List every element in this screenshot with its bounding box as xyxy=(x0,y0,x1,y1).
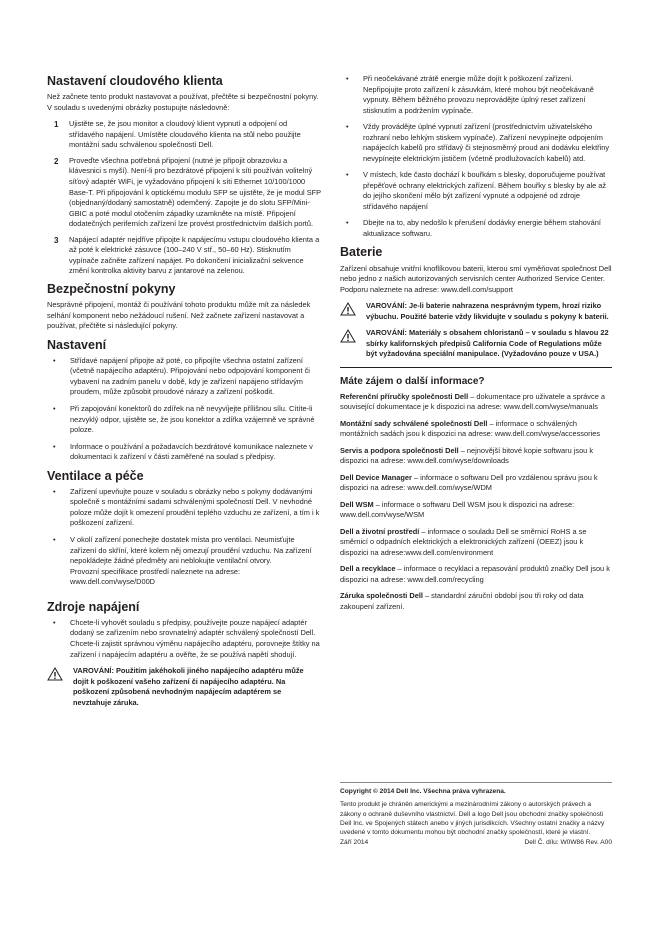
list-item xyxy=(47,487,321,529)
info-item xyxy=(340,446,612,467)
info-title: Dell a recyklace xyxy=(340,564,396,574)
spec-url: www.dell.com/wyse/D00D xyxy=(70,577,156,587)
right-column xyxy=(340,74,612,618)
warning-text: VAROVÁNÍ: Je-li baterie nahrazena nesprávným typem, hrozí riziko výbuchu. Použité baterie vždy likvidujte v souladu s pokyny k baterii. xyxy=(366,301,609,321)
battery-warning xyxy=(340,301,612,322)
list-item xyxy=(340,74,612,116)
divider xyxy=(340,367,612,368)
info-item xyxy=(340,392,612,413)
safety-text: Nesprávné připojení, montáž či používání tohoto produktu může mít za následek selhání komponent nebo nežádoucí rušení. Než začnete zařízení nastavovat a používat, přečtěte si následující pokyny. xyxy=(47,300,311,331)
warning-triangle-icon xyxy=(340,328,366,360)
step xyxy=(47,119,321,151)
spec-line: Provozní specifikace prostředí naleznete na adrese: xyxy=(70,566,241,576)
step-text: Napájecí adaptér nejdříve připojte k napájecímu vstupu cloudového klienta a až poté k elektrické zásuvce (100–240 V stř., 50–60 Hz). Stisknutím vypínače začněte zařízení napájet. Po dokončení inicializační sekvence změní kontrolka aktivity barvu z jantarové na zelenou. xyxy=(69,234,320,276)
battery-heading: Baterie xyxy=(340,245,383,260)
info-item xyxy=(340,500,612,521)
bullet-icon: • xyxy=(346,218,349,228)
info-title: Dell WSM xyxy=(340,499,374,509)
bullet-icon: • xyxy=(53,441,56,451)
copyright: Copyright © 2014 Dell Inc. Všechna práva vyhrazena. xyxy=(340,788,506,795)
list-item xyxy=(47,442,321,463)
list-item-text: V místech, kde často dochází k bouřkám s blesky, doporučujeme používat přepěťové ochrany elektrických zařízení. Během bouřky s blesky by ale až do jejího skončení mělo být zařízení vypnuté a odpojené od zdroje střídavého napájení xyxy=(363,170,607,211)
list-item xyxy=(47,404,321,436)
bullet-icon: • xyxy=(53,403,56,413)
info-text: – informace o softwaru Dell pro vzdálenou správu jsou k dispozici na adrese: www.dell.com/wyse/WDM xyxy=(340,472,598,493)
bullet-icon: • xyxy=(53,617,56,627)
bullet-icon: • xyxy=(346,122,349,132)
footer xyxy=(340,782,612,846)
list-item-text: V okolí zařízení ponechejte dostatek místa pro ventilaci. Neumisťujte zařízení do skříní, které kolem něj omezují proudění vzduchu. Na zařízení nepokládejte žádné předměty ani neblokujte ventilační otvory. xyxy=(70,535,312,566)
info-item xyxy=(340,591,612,612)
info-item xyxy=(340,473,612,494)
warning-triangle-icon xyxy=(47,666,73,708)
info-title: Dell a životní prostředí xyxy=(340,526,420,536)
bullet-icon: • xyxy=(346,74,349,83)
bullet-icon: • xyxy=(53,486,56,496)
list-item-text: Při zapojování konektorů do zdířek na ně nevyvíjejte přílišnou sílu. Cítíte-li nezvyklý odpor, ujistěte se, že jsou konektor a zdířka vzájemně ve správné poloze. xyxy=(70,403,315,435)
perchlorate-warning xyxy=(340,328,612,360)
date: Září 2014 xyxy=(340,838,369,846)
battery-text: Zařízení obsahuje vnitřní knoflíkovou baterii, kterou smí vyměňovat společnost Dell nebo jedno z našich autorizovaných servisních center Authorized Service Center. Podporu naleznete na adrese: www.dell.com/support xyxy=(340,263,612,294)
list-item xyxy=(340,218,612,239)
list-item-text: Zařízení upevňujte pouze v souladu s obrázky nebo s pokyny dodávanými společně s montážními sadami schválenými společností Dell. V nevhodné poloze může dojít k omezení proudění teplého vzduchu ze zařízení, a tím i k poškození zařízení. xyxy=(70,486,320,528)
step-text: Ujistěte se, že jsou monitor a cloudový klient vypnutí a odpojení od střídavého napájení. Umístěte cloudového klienta na stůl nebo použijte montážní sadu schválenou společností Dell. xyxy=(69,119,301,150)
info-text: – informace o souladu Dell se směrnicí RoHS a se směrnicí o odpadních elektrických a elektronických zařízení (OEEZ) jsou k dispozici na adrese:www.dell.com/environment xyxy=(340,526,587,557)
bullet-icon: • xyxy=(53,355,56,365)
setup-heading: Nastavení xyxy=(47,337,107,352)
list-item xyxy=(47,618,321,660)
part-number: Dell Č. dílu: W0W86 Rev. A00 xyxy=(524,838,612,846)
step xyxy=(47,156,321,230)
info-text: – dokumentace pro uživatele a správce a související dokumentace je k dispozici na adrese: www.dell.com/wyse/manuals xyxy=(340,391,605,412)
step-text: Proveďte všechna potřebná připojení (nutné je připojit obrazovku a klávesnici s myší). Není-li pro bezdrátové připojení k síti používán volitelný síťový adaptér WiFi, je vyžadováno připojení k síti Ethernet 10/100/1000 Base-T. Při připojování k optickému modulu SFP se ujistěte, že je modul SFP (objednaný/dodaný samostatně) odemčený. Zapojte je do slotu SFP/Mini-GBIC a poté modul otočením západky uzamkněte na místě. Připojení dodatečných periferních zařízení lze provést prostřednictvím dalších portů. xyxy=(69,155,321,229)
list-item-text: Chcete-li vyhovět souladu s předpisy, používejte pouze napájecí adaptér dodaný se zařízením nebo srovnatelný adaptér schválený společností Dell. Chcete-li zajistit správnou výměnu napájecího adaptéru, porovnejte štítky na zařízení i napájecím adaptéru a ověřte, že se používá napětí shodují. xyxy=(70,617,320,659)
more-info xyxy=(340,376,612,613)
ventilation-heading: Ventilace a péče xyxy=(47,468,144,483)
safety-heading: Bezpečnostní pokyny xyxy=(47,281,176,296)
info-text: – informace o softwaru Dell WSM jsou k dispozici na adrese: www.dell.com/wyse/WSM xyxy=(340,499,575,520)
info-title: Referenční příručky společnosti Dell xyxy=(340,391,469,401)
info-text: – informace o recyklaci a repasování produktů značky Dell jsou k dispozici na adrese: www.dell.com/recycling xyxy=(340,564,610,584)
info-text: – nejnovější bitové kopie softwaru jsou k dispozici na adrese: www.dell.com/wyse/downloads xyxy=(340,445,594,466)
list-item-text: Dbejte na to, aby nedošlo k přerušení dodávky energie během stahování aktualizace softwaru. xyxy=(363,218,601,238)
warning-text: VAROVÁNÍ: Použitím jakéhokoli jiného napájecího adaptéru může dojít k poškození vašeho zařízení či napájecího adaptéru. Na poškození způsobená nevhodným napájecím adaptérem se nevztahuje záruka. xyxy=(73,666,304,707)
step-number: 1 xyxy=(54,120,59,130)
more-info-heading: Máte zájem o další informace? xyxy=(340,375,485,387)
info-text: – informace o schválených montážních sadách jsou k dispozici na adrese: www.dell.com/wyse/accessories xyxy=(340,418,601,439)
step xyxy=(47,235,321,277)
list-item xyxy=(47,356,321,398)
bullet-icon: • xyxy=(346,170,349,180)
legal-text: Tento produkt je chráněn americkými a mezinárodními zákony o autorských právech a zákony o ochraně duševního vlastnictví. Dell a logo Dell jsou obchodní značky společnosti Dell Inc. ve Spojených státech anebo v jiných jurisdikcích. Všechny ostatní značky a názvy uvedené v tomto dokumentu mohou být obchodní značky společností, které je vlastní. xyxy=(340,801,605,837)
power-heading: Zdroje napájení xyxy=(47,599,140,614)
bullet-icon: • xyxy=(53,535,56,544)
info-title: Montážní sady schválené společností Dell xyxy=(340,418,488,428)
list-item-text: Vždy provádějte úplné vypnutí zařízení (prostřednictvím uživatelského rozhraní nebo lehkým stiskem vypínače). Zařízení nevypínejte odpojením napájecích kabelů pro střídavý či stejnosměrný proud ani dodávku elektřiny nevypínejte elektrickým jističem (včetně prodlužovacích kabelů) atd. xyxy=(363,122,610,163)
cloud-heading: Nastavení cloudového klienta xyxy=(47,74,223,88)
warning-text: VAROVÁNÍ: Materiály s obsahem chloristanů – v souladu s hlavou 22 sbírky kalifornských předpisů California Code of Regulations může být vyžadována speciální manipulace. (Vyžadováno pouze v USA.) xyxy=(366,328,609,359)
info-title: Servis a podpora společnosti Dell xyxy=(340,445,459,455)
info-text: – standardní záruční období jsou tři roky od data zakoupení zařízení. xyxy=(340,591,584,611)
info-item xyxy=(340,527,612,559)
info-title: Záruka společnosti Dell xyxy=(340,591,423,601)
power-warning xyxy=(47,666,321,708)
list-item xyxy=(340,170,612,212)
info-item xyxy=(340,564,612,585)
list-item xyxy=(340,122,612,164)
info-item xyxy=(340,419,612,440)
info-title: Dell Device Manager xyxy=(340,472,412,482)
list-item-text: Informace o používání a požadavcích bezdrátové komunikace naleznete v dokumentaci k zařízení v části zaměřené na soulad s předpisy. xyxy=(70,441,313,462)
step-number: 2 xyxy=(54,156,59,166)
list-item xyxy=(47,535,321,588)
warning-triangle-icon xyxy=(340,301,366,322)
step-number: 3 xyxy=(54,235,59,245)
list-item-text: Při neočekávané ztrátě energie může dojít k poškození zařízení. Nepřipojujte proto zařízení k zásuvkám, které mohou být neočekávaně vypnuty. Během běžného provozu neprovádějte úplný reset zařízení stisknutím a podržením vypínače. xyxy=(363,74,594,115)
list-item-text: Střídavé napájení připojte až poté, co připojíte všechna ostatní zařízení (včetně napájecího adaptéru). Připojování nebo odpojování komponent či vybavení na zadním panelu v době, kdy je zařízení napájeno střídavým proudem, může způsobit proudové nárazy a zařízení poškodit. xyxy=(70,355,310,397)
left-column xyxy=(47,74,321,714)
cloud-intro: Než začnete tento produkt nastavovat a používat, přečtěte si bezpečnostní pokyny. V souladu s uvedenými obrázky postupujte následovně: xyxy=(47,92,319,112)
footer-meta xyxy=(340,839,612,846)
